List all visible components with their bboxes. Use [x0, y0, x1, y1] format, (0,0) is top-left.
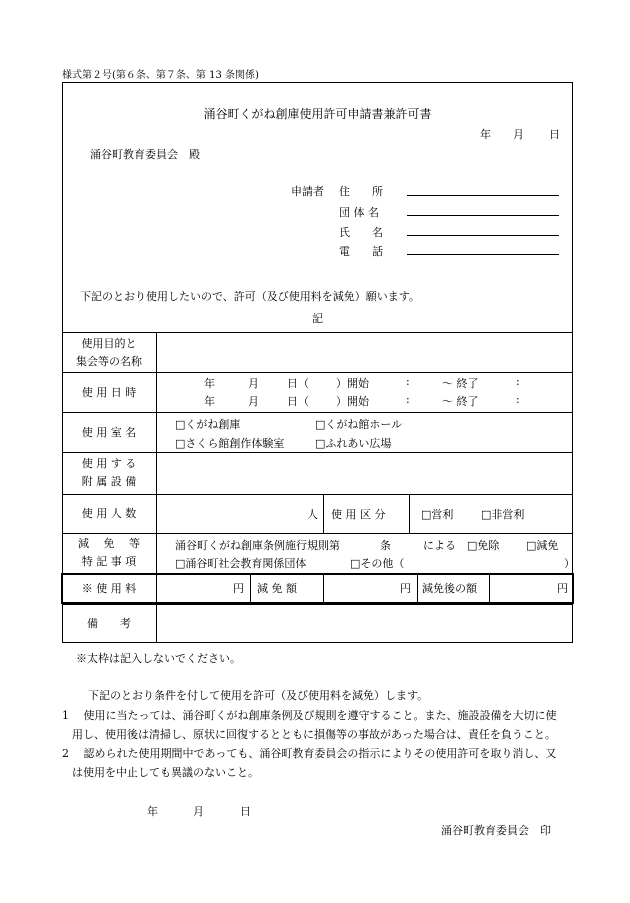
after-reduction-label: 減免後の額: [422, 582, 477, 595]
dt-start: ）開始: [336, 395, 369, 408]
room-option-sakura[interactable]: □さくら館創作体験室: [175, 437, 285, 450]
name-line[interactable]: [407, 235, 559, 236]
exempt-rule-text: 涌谷町くがね創庫条例施行規則第: [175, 539, 340, 552]
issuer-seal: 涌谷町教育委員会 印: [441, 824, 551, 837]
table-line: [62, 494, 573, 495]
form-title: 涌谷町くがね創庫使用許可申請書兼許可書: [203, 107, 432, 121]
dt-month: 月: [248, 377, 259, 390]
table-line: [62, 412, 573, 413]
datetime-label: 使 用 日 時: [81, 386, 137, 399]
dt-month: 月: [248, 395, 259, 408]
exempt-other[interactable]: □その他（: [350, 557, 405, 570]
date-month-top: 月: [513, 128, 524, 141]
address-line[interactable]: [407, 195, 559, 196]
applicant-org-label: 団 体 名: [339, 206, 379, 219]
dt-colon: :: [406, 375, 410, 388]
purpose-field[interactable]: [160, 336, 570, 370]
category-commercial[interactable]: □営利: [421, 508, 454, 521]
after-yen: 円: [557, 582, 568, 595]
dt-end: ～ 終了: [442, 395, 479, 408]
equipment-label-1: 使 用 す る: [81, 457, 137, 470]
condition-2-line-2: は使用を中止しても異議のないこと。: [72, 766, 259, 779]
fee-label: ※ 使 用 料: [81, 582, 137, 595]
dt-day: 日（: [287, 395, 309, 408]
dt-colon: :: [516, 375, 520, 388]
date-month-bottom: 月: [193, 805, 204, 818]
table-line: [62, 372, 573, 373]
table-line: [62, 452, 573, 453]
table-line: [62, 533, 573, 534]
addressee: 涌谷町教育委員会 殿: [90, 148, 200, 161]
applicant-phone-label: 電 話: [339, 245, 383, 258]
room-option-kugane-hall[interactable]: □くがね館ホール: [315, 418, 403, 431]
exempt-other-close: ）: [564, 557, 575, 570]
exempt-by: による: [423, 539, 456, 552]
reduction-label: 減 免 額: [257, 582, 297, 595]
dt-start: ）開始: [336, 377, 369, 390]
table-col-line: [323, 494, 324, 533]
exempt-partial[interactable]: □減免: [526, 539, 559, 552]
dt-year: 年: [204, 395, 215, 408]
room-label: 使 用 室 名: [81, 426, 137, 439]
org-line[interactable]: [407, 215, 559, 216]
applicant-address-label: 住 所: [339, 185, 383, 198]
exempt-full[interactable]: □免除: [467, 539, 500, 552]
condition-2-line-1: 2 認められた使用期間中であっても、涌谷町教育委員会の指示によりその使用許可を取り消し、又: [62, 747, 557, 760]
fee-yen: 円: [233, 582, 244, 595]
table-line: [62, 604, 573, 605]
purpose-label-2: 集会等の名称: [76, 355, 142, 368]
condition-1-line-2: 用し、使用後は清掃し、原状に回復するとともに損傷等の事故があった場合は、責任を負うこと。: [72, 728, 556, 741]
exempt-label-2: 特 記 事 項: [81, 555, 137, 568]
dt-colon: :: [516, 393, 520, 406]
room-option-kugane-soko[interactable]: □くがね創庫: [175, 418, 241, 431]
dt-day: 日（: [287, 377, 309, 390]
date-year-bottom: 年: [147, 805, 158, 818]
equipment-label-2: 附 属 設 備: [81, 475, 137, 488]
category-noncommercial[interactable]: □非営利: [481, 508, 525, 521]
people-label: 使 用 人 数: [81, 507, 137, 520]
date-day-top: 日: [549, 128, 560, 141]
people-field[interactable]: [160, 498, 310, 529]
reduction-yen: 円: [400, 582, 411, 595]
purpose-label-1: 使用目的と: [81, 337, 137, 350]
room-option-fureai[interactable]: □ふれあい広場: [315, 437, 392, 450]
date-year-top: 年: [480, 128, 491, 141]
people-unit: 人: [307, 508, 318, 521]
form-number: 様式第２号(第６条、第７条、第 13 条関係): [62, 70, 259, 81]
table-line: [62, 332, 573, 333]
remarks-field[interactable]: [160, 608, 570, 640]
applicant-name-label: 氏 名: [339, 226, 383, 239]
exempt-article: 条: [380, 539, 391, 552]
ki-label: 記: [312, 312, 323, 325]
equipment-field[interactable]: [160, 456, 570, 490]
exempt-social-org[interactable]: □涌谷町社会教育関係団体: [175, 557, 307, 570]
dt-colon: :: [406, 393, 410, 406]
grant-text: 下記のとおり条件を付して使用を許可（及び使用料を減免）します。: [88, 689, 429, 702]
phone-line[interactable]: [407, 254, 559, 255]
date-day-bottom: 日: [240, 805, 251, 818]
dt-year: 年: [204, 377, 215, 390]
request-text: 下記のとおり使用したいので、許可（及び使用料を減免）願います。: [80, 290, 420, 303]
exempt-label-1: 減 免 等: [78, 537, 140, 550]
bold-frame-note: ※太枠は記入しないでください。: [76, 652, 241, 665]
dt-end: ～ 終了: [442, 377, 479, 390]
remarks-label: 備 考: [87, 617, 131, 630]
table-col-line: [409, 494, 410, 533]
condition-1-line-1: 1 使用に当たっては、涌谷町くがね創庫条例及び規則を遵守すること。また、施設設備を大切に使: [62, 709, 557, 722]
applicant-label: 申請者: [291, 185, 324, 198]
category-label: 使 用 区 分: [331, 508, 386, 521]
